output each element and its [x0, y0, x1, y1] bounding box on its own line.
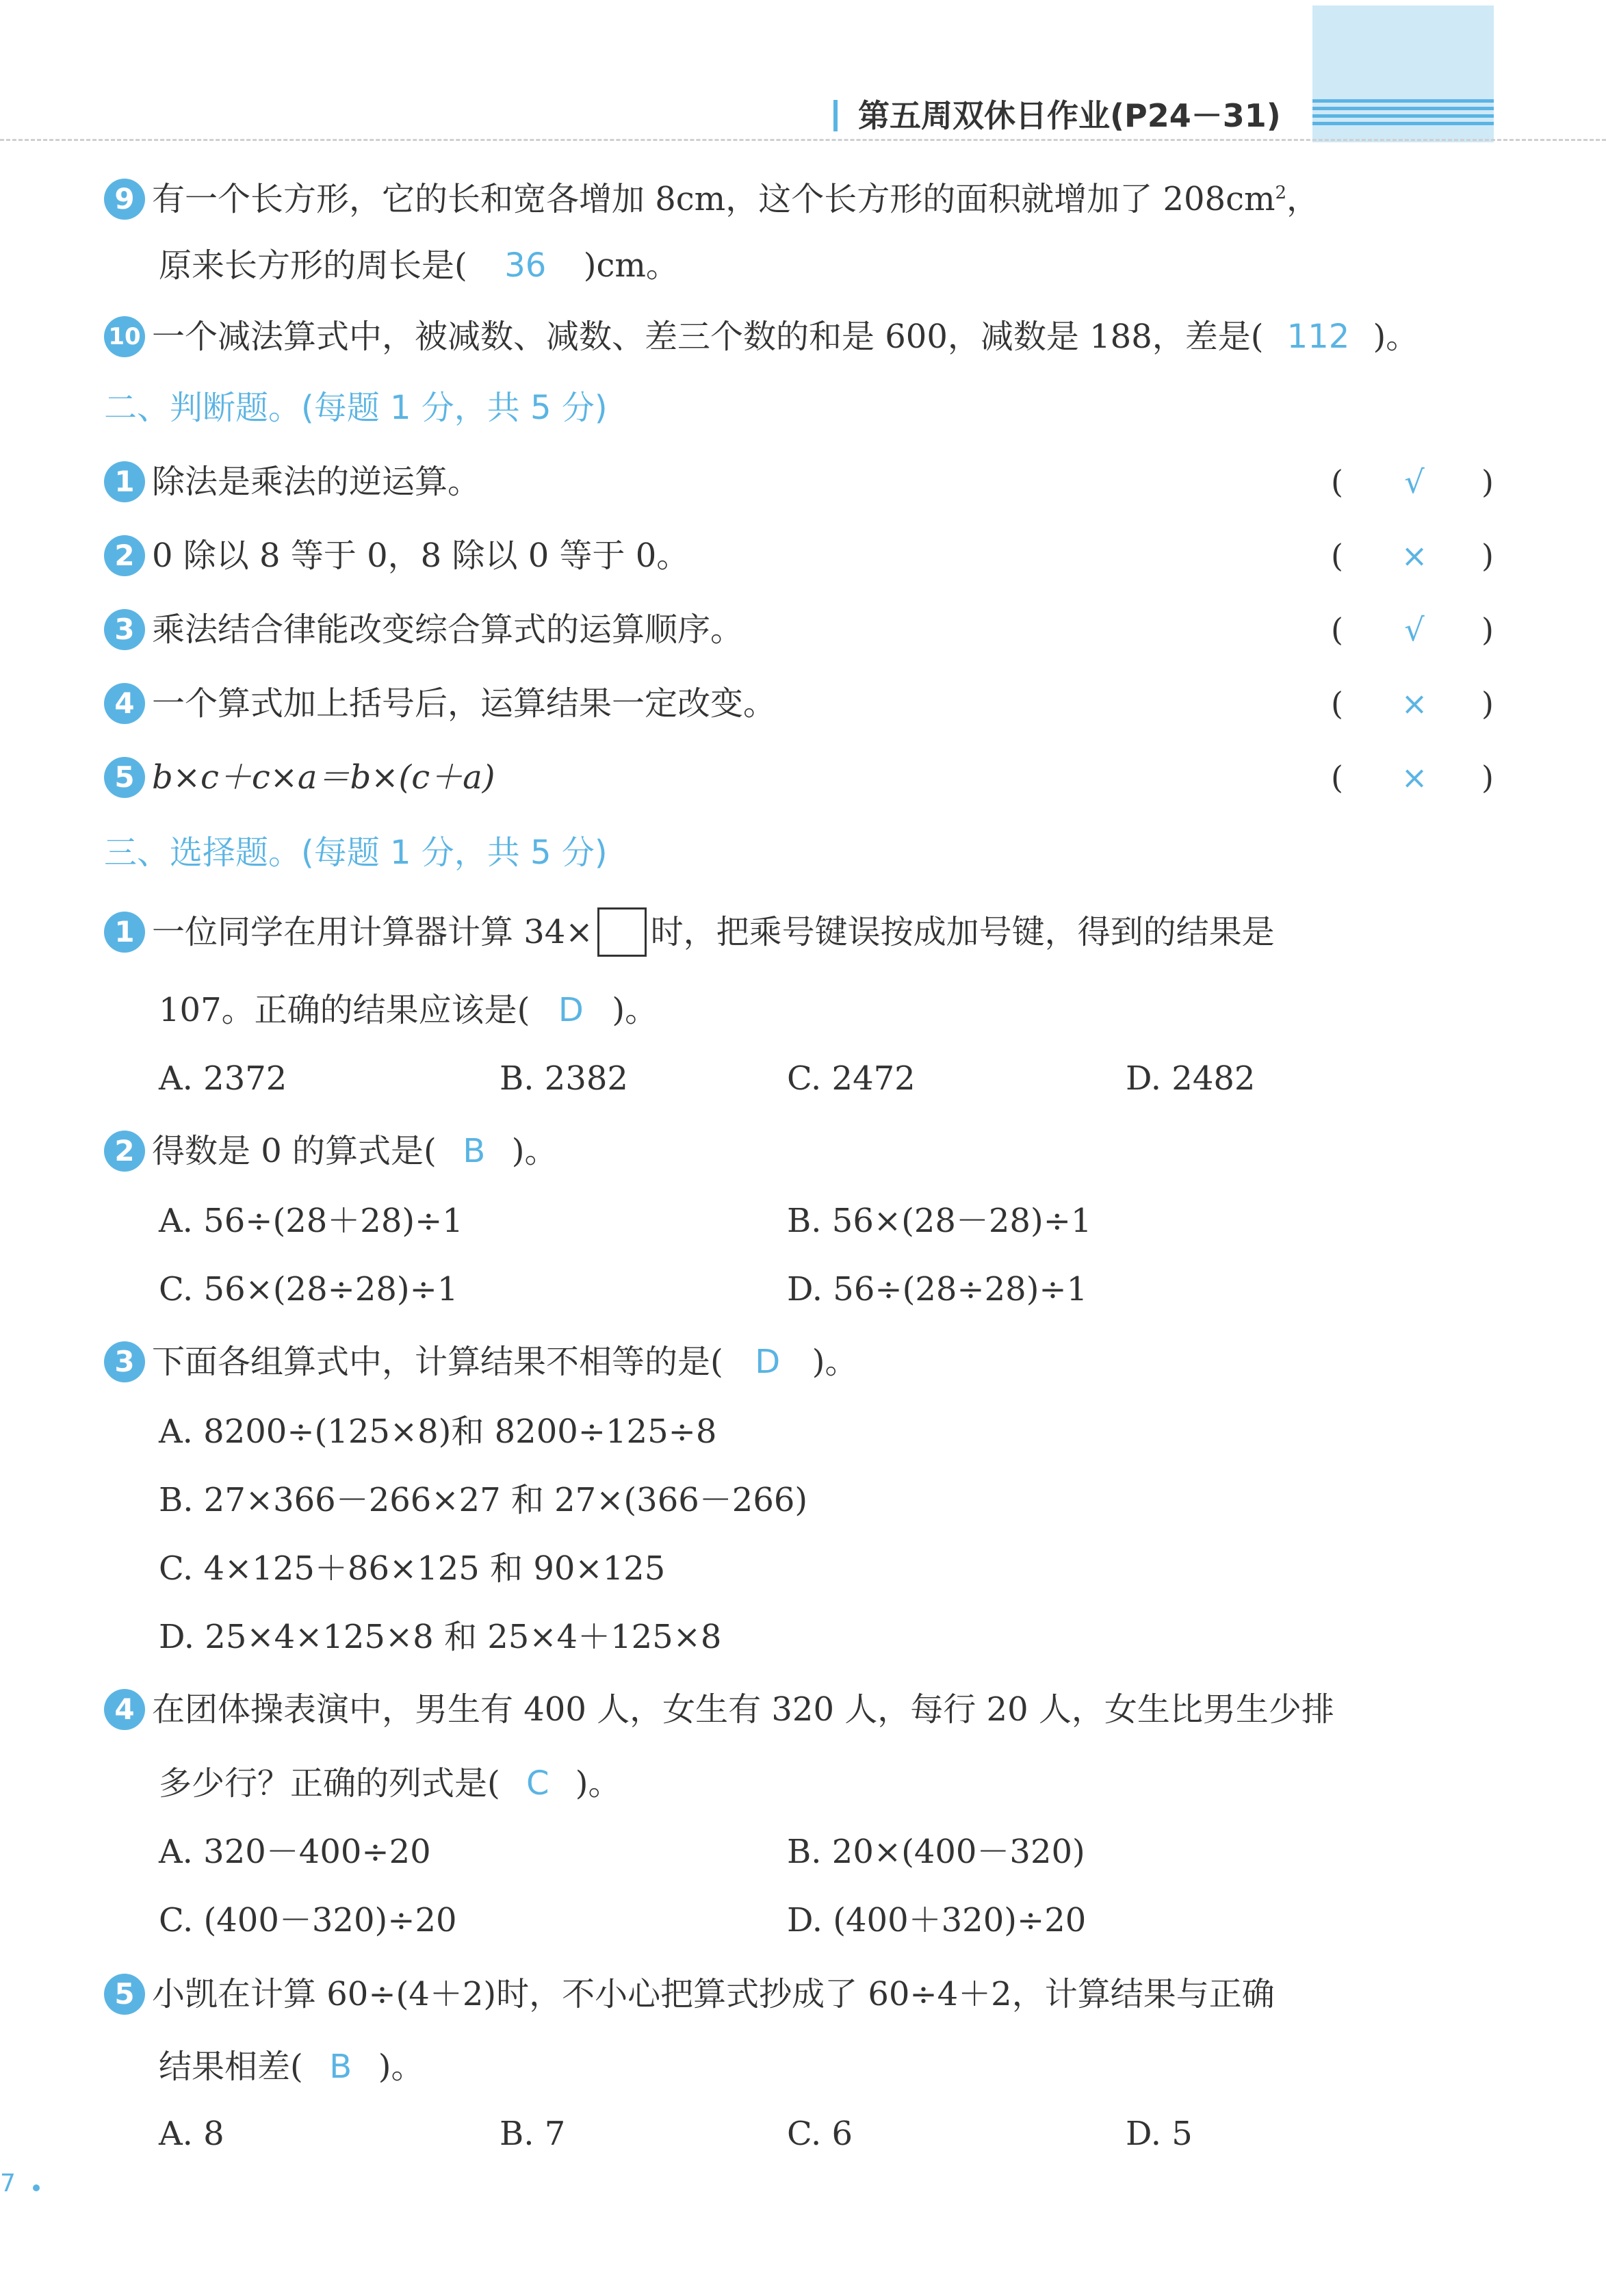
option-c: C. 6 — [787, 2115, 853, 2153]
option-b: B. 7 — [500, 2115, 566, 2153]
judge-answer-box: ( × ) — [1331, 528, 1494, 583]
q-number-badge: 3 — [104, 1341, 145, 1382]
option-d: D. 5 — [1126, 2115, 1193, 2153]
page-number: 7 — [0, 2169, 16, 2197]
cross-mark-icon: × — [1401, 759, 1428, 796]
section-title-choice: 三、选择题。(每题 1 分，共 5 分) — [104, 834, 608, 872]
judge-item: 3 乘法结合律能改变综合算式的运算顺序。 — [104, 602, 1493, 657]
q-number-badge: 4 — [104, 1689, 145, 1730]
judge-item: 5 b×c＋c×a＝b×(c＋a) — [104, 750, 1493, 805]
option-a: A. 320－400÷20 — [159, 1833, 431, 1871]
q-number-badge: 2 — [104, 535, 145, 576]
section-title-judge: 二、判断题。(每题 1 分，共 5 分) — [104, 389, 608, 427]
q-number-badge: 2 — [104, 1131, 145, 1172]
option-b: B. 20×(400－320) — [787, 1833, 1085, 1871]
option-b: B. 27×366－266×27 和 27×(366－266) — [159, 1481, 808, 1519]
check-mark-icon: √ — [1404, 611, 1425, 648]
option-d: D. 2482 — [1126, 1059, 1256, 1098]
q-number-badge: 3 — [104, 609, 145, 650]
page-header-title: 第五周双休日作业(P24－31) — [833, 92, 1281, 140]
cross-mark-icon: × — [1401, 685, 1428, 722]
q-number-badge: 5 — [104, 757, 145, 798]
option-a: A. 2372 — [159, 1059, 287, 1098]
answer-text: 112 — [1286, 318, 1350, 356]
option-b: B. 56×(28－28)÷1 — [787, 1202, 1092, 1240]
answer-text: B — [329, 2048, 352, 2086]
judge-answer-box: ( × ) — [1331, 676, 1494, 731]
option-d: D. 56÷(28÷28)÷1 — [787, 1270, 1088, 1308]
answer-text: D — [755, 1343, 781, 1381]
option-c: C. 56×(28÷28)÷1 — [159, 1270, 458, 1308]
answer-text: C — [526, 1764, 549, 1803]
judge-item: 2 0 除以 8 等于 0，8 除以 0 等于 0。 — [104, 528, 1493, 583]
answer-text: D — [558, 991, 584, 1029]
choice-q4-line1: 4 在团体操表演中，男生有 400 人，女生有 320 人，每行 20 人，女生比男生少排 — [104, 1682, 1493, 1737]
choice-q4-line2: 多少行？正确的列式是( C )。 — [159, 1756, 1493, 1811]
blank-box — [597, 907, 647, 957]
answer-text: B — [463, 1132, 486, 1170]
fill-q9-line1: 9 有一个长方形，它的长和宽各增加 8cm，这个长方形的面积就增加了 $208cm^2$， — [104, 166, 1493, 220]
judge-answer-box: ( √ ) — [1331, 454, 1494, 509]
cross-mark-icon: × — [1401, 537, 1428, 574]
q-number-badge: 4 — [104, 683, 145, 724]
choice-q1-line1: 1 一位同学在用计算器计算 34× 时，把乘号键误按成加号键，得到的结果是 — [104, 905, 1493, 959]
q-number-badge: 1 — [104, 912, 145, 953]
choice-q1-line2: 107。正确的结果应该是( D )。 — [159, 983, 1493, 1037]
judge-answer-box: ( √ ) — [1331, 602, 1494, 657]
q-number-badge: 9 — [104, 179, 145, 220]
option-b: B. 2382 — [500, 1059, 628, 1098]
option-d: D. 25×4×125×8 和 25×4＋125×8 — [159, 1618, 722, 1656]
option-d: D. (400＋320)÷20 — [787, 1901, 1087, 1939]
fill-q10: 10 一个减法算式中，被减数、减数、差三个数的和是 600，减数是 188，差是( 112 )。 — [104, 309, 1493, 364]
judge-answer-box: ( × ) — [1331, 750, 1494, 805]
option-a: A. 56÷(28＋28)÷1 — [159, 1202, 463, 1240]
choice-q5-line1: 5 小凯在计算 60÷(4＋2)时，不小心把算式抄成了 60÷4＋2，计算结果与正确 — [104, 1967, 1493, 2022]
q-number-badge: 1 — [104, 461, 145, 502]
option-c: C. 2472 — [787, 1059, 916, 1098]
q-number-badge: 10 — [104, 316, 145, 357]
page-dot — [33, 2184, 40, 2191]
option-a: A. 8 — [159, 2115, 224, 2153]
header-stripes — [1312, 99, 1494, 132]
option-a: A. 8200÷(125×8)和 8200÷125÷8 — [159, 1413, 717, 1451]
judge-item: 1 除法是乘法的逆运算。 — [104, 454, 1493, 509]
header-divider — [0, 139, 1606, 141]
choice-q3: 3 下面各组算式中，计算结果不相等的是( D )。 — [104, 1334, 1493, 1389]
fill-q9-line2: 原来长方形的周长是( 36 )cm。 — [159, 238, 1493, 293]
answer-text: 36 — [504, 246, 547, 285]
choice-q2: 2 得数是 0 的算式是( B )。 — [104, 1124, 1493, 1178]
q-number-badge: 5 — [104, 1974, 145, 2015]
judge-item: 4 一个算式加上括号后，运算结果一定改变。 — [104, 676, 1493, 731]
choice-q5-line2: 结果相差( B )。 — [159, 2039, 1493, 2094]
option-c: C. (400－320)÷20 — [159, 1901, 457, 1939]
check-mark-icon: √ — [1404, 463, 1425, 500]
option-c: C. 4×125＋86×125 和 90×125 — [159, 1549, 666, 1588]
